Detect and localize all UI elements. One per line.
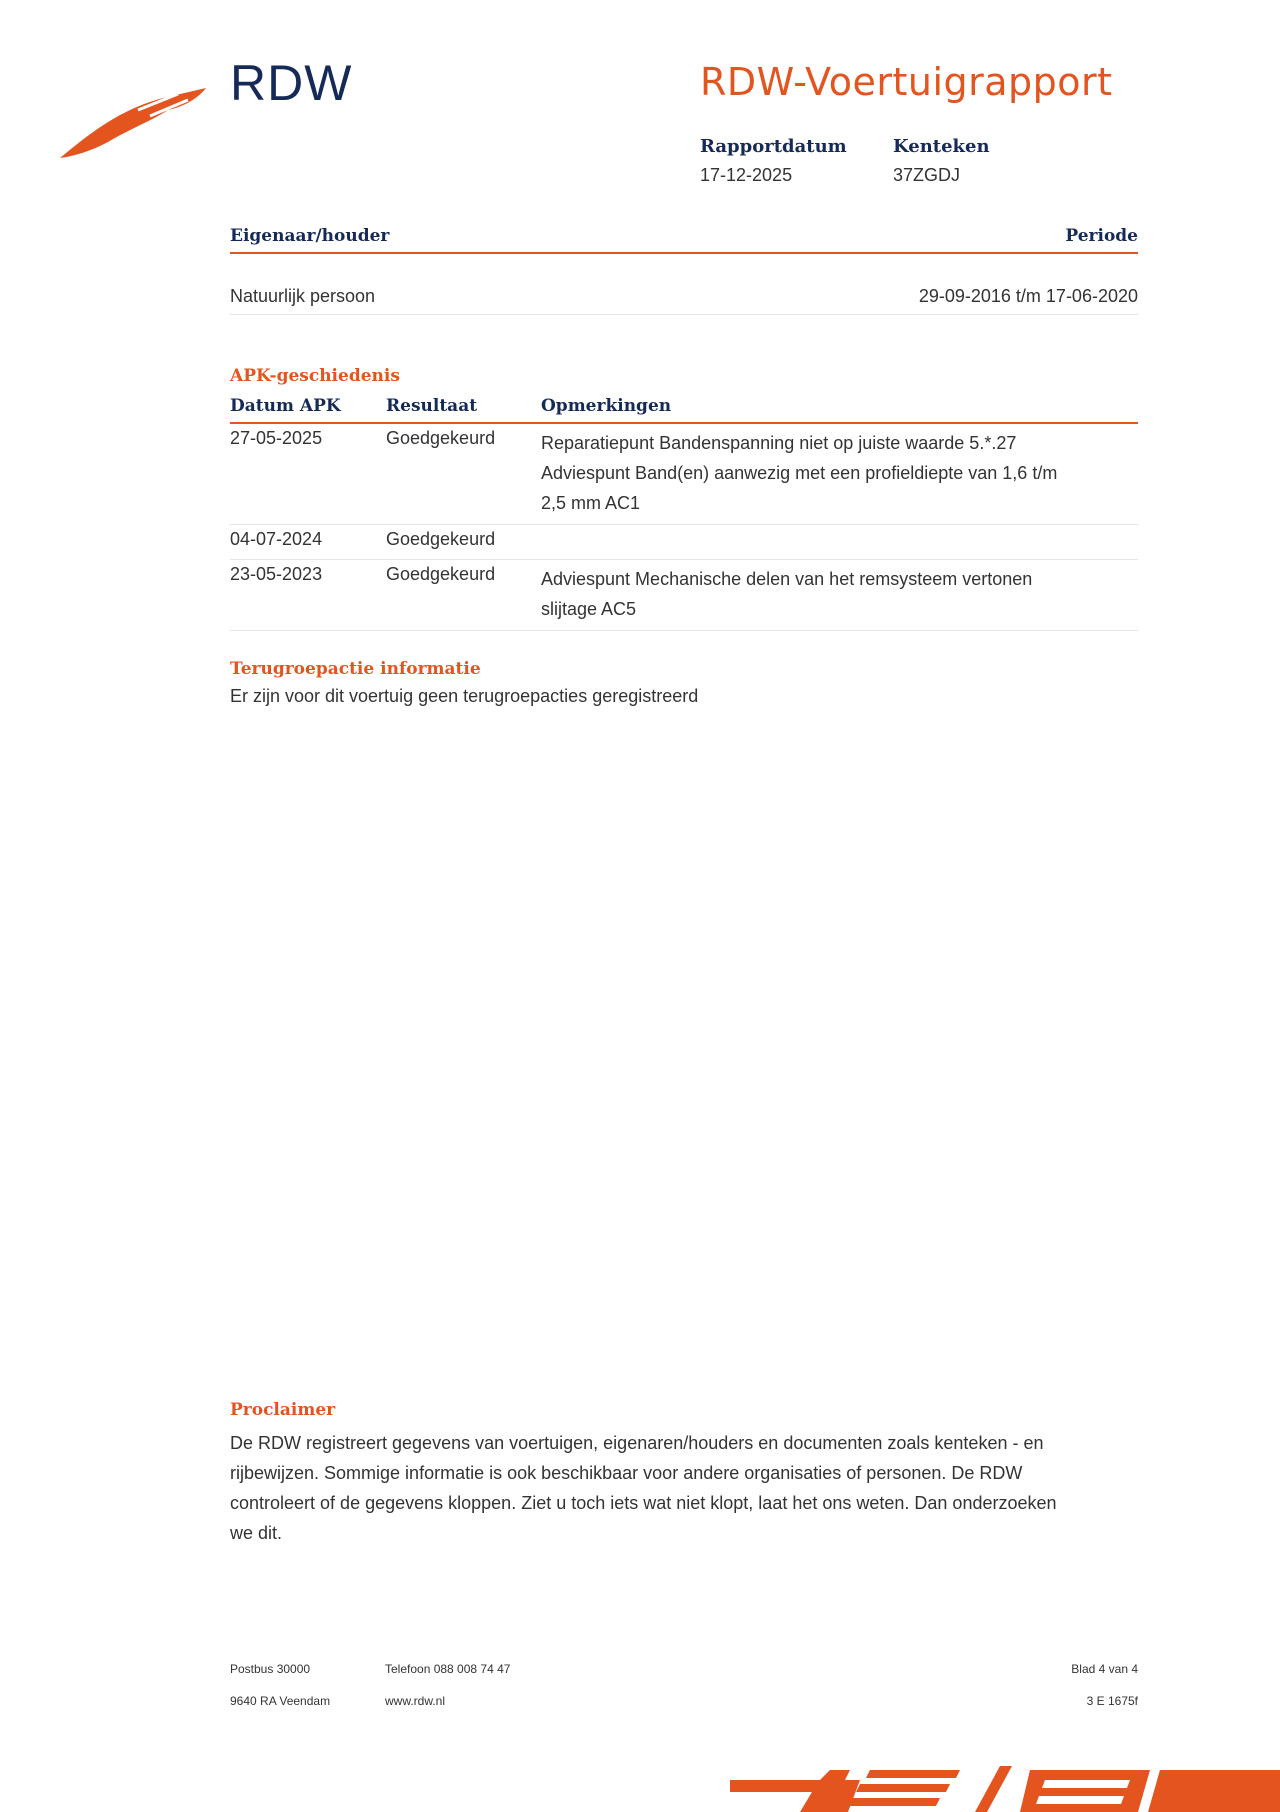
remark-line: Adviespunt Mechanische delen van het remsysteem vertonen	[541, 569, 1033, 589]
report-date-label: Rapportdatum	[700, 136, 847, 157]
proclaimer-line: we dit.	[230, 1523, 283, 1543]
footer-postbus: Postbus 30000	[230, 1662, 311, 1676]
footer-city: 9640 RA Veendam	[230, 1694, 331, 1708]
recall-section-title: Terugroepactie informatie	[230, 659, 481, 679]
owner-row	[230, 282, 1138, 315]
period-column-header: Periode	[1065, 226, 1138, 246]
table-row	[230, 560, 1138, 631]
report-date-value: 17-12-2025	[700, 165, 793, 185]
proclaimer-line: De RDW registreert gegevens van voertuigen, eigenaren/houders en documenten zoals kenteken - en	[230, 1433, 1044, 1453]
footer-phone: Telefoon 088 008 74 47	[385, 1662, 511, 1676]
remark-line: Adviespunt Band(en) aanwezig met een profieldiepte van 1,6 t/m	[541, 463, 1058, 483]
proclaimer-line: rijbewijzen. Sommige informatie is ook beschikbaar voor andere organisaties of personen. De RDW	[230, 1463, 1023, 1483]
decorative-stripes-icon	[730, 1758, 1280, 1812]
apk-result: Goedgekeurd	[386, 529, 496, 549]
apk-remarks-column-header: Opmerkingen	[541, 396, 672, 416]
proclaimer-line: controleert of de gegevens kloppen. Ziet u toch iets wat niet klopt, laat het ons weten. Dan onderzoeken	[230, 1493, 1057, 1513]
report-title: RDW-Voertuigrapport	[700, 60, 1113, 104]
apk-date: 23-05-2023	[230, 564, 323, 584]
footer-page-number: Blad 4 van 4	[1071, 1662, 1138, 1676]
apk-table-header	[230, 394, 1138, 424]
apk-result: Goedgekeurd	[386, 564, 496, 584]
plate-label: Kenteken	[893, 136, 990, 157]
apk-remarks	[541, 560, 1111, 630]
apk-result-column-header: Resultaat	[386, 396, 478, 416]
footer-document-code: 3 E 1675f	[1086, 1694, 1138, 1708]
remark-line: 2,5 mm AC1	[541, 493, 641, 513]
plate-value: 37ZGDJ	[893, 165, 961, 185]
rdw-logo-icon	[58, 80, 208, 160]
owner-period: 29-09-2016 t/m 17-06-2020	[918, 286, 1138, 306]
apk-table	[230, 424, 1138, 631]
owner-column-header: Eigenaar/houder	[230, 226, 390, 246]
owner-table-header	[230, 226, 1138, 254]
brand-name: RDW	[230, 55, 353, 111]
apk-result: Goedgekeurd	[386, 428, 496, 448]
report-date-block	[700, 136, 847, 186]
recall-text: Er zijn voor dit voertuig geen terugroepacties geregistreerd	[230, 686, 699, 706]
apk-remarks	[541, 525, 1111, 559]
apk-date: 27-05-2025	[230, 428, 323, 448]
proclaimer-section-title: Proclaimer	[230, 1400, 336, 1420]
remark-line: Reparatiepunt Bandenspanning niet op juiste waarde 5.*.27	[541, 433, 1017, 453]
owner-type: Natuurlijk persoon	[230, 286, 376, 306]
apk-remarks	[541, 424, 1111, 524]
footer-website-link[interactable]: www.rdw.nl	[385, 1694, 446, 1708]
table-row	[230, 424, 1138, 525]
proclaimer-text	[230, 1428, 1130, 1548]
apk-date: 04-07-2024	[230, 529, 323, 549]
table-row	[230, 525, 1138, 560]
remark-line: slijtage AC5	[541, 599, 637, 619]
plate-block	[893, 136, 990, 186]
apk-section-title: APK-geschiedenis	[230, 366, 400, 386]
apk-date-column-header: Datum APK	[230, 396, 341, 416]
